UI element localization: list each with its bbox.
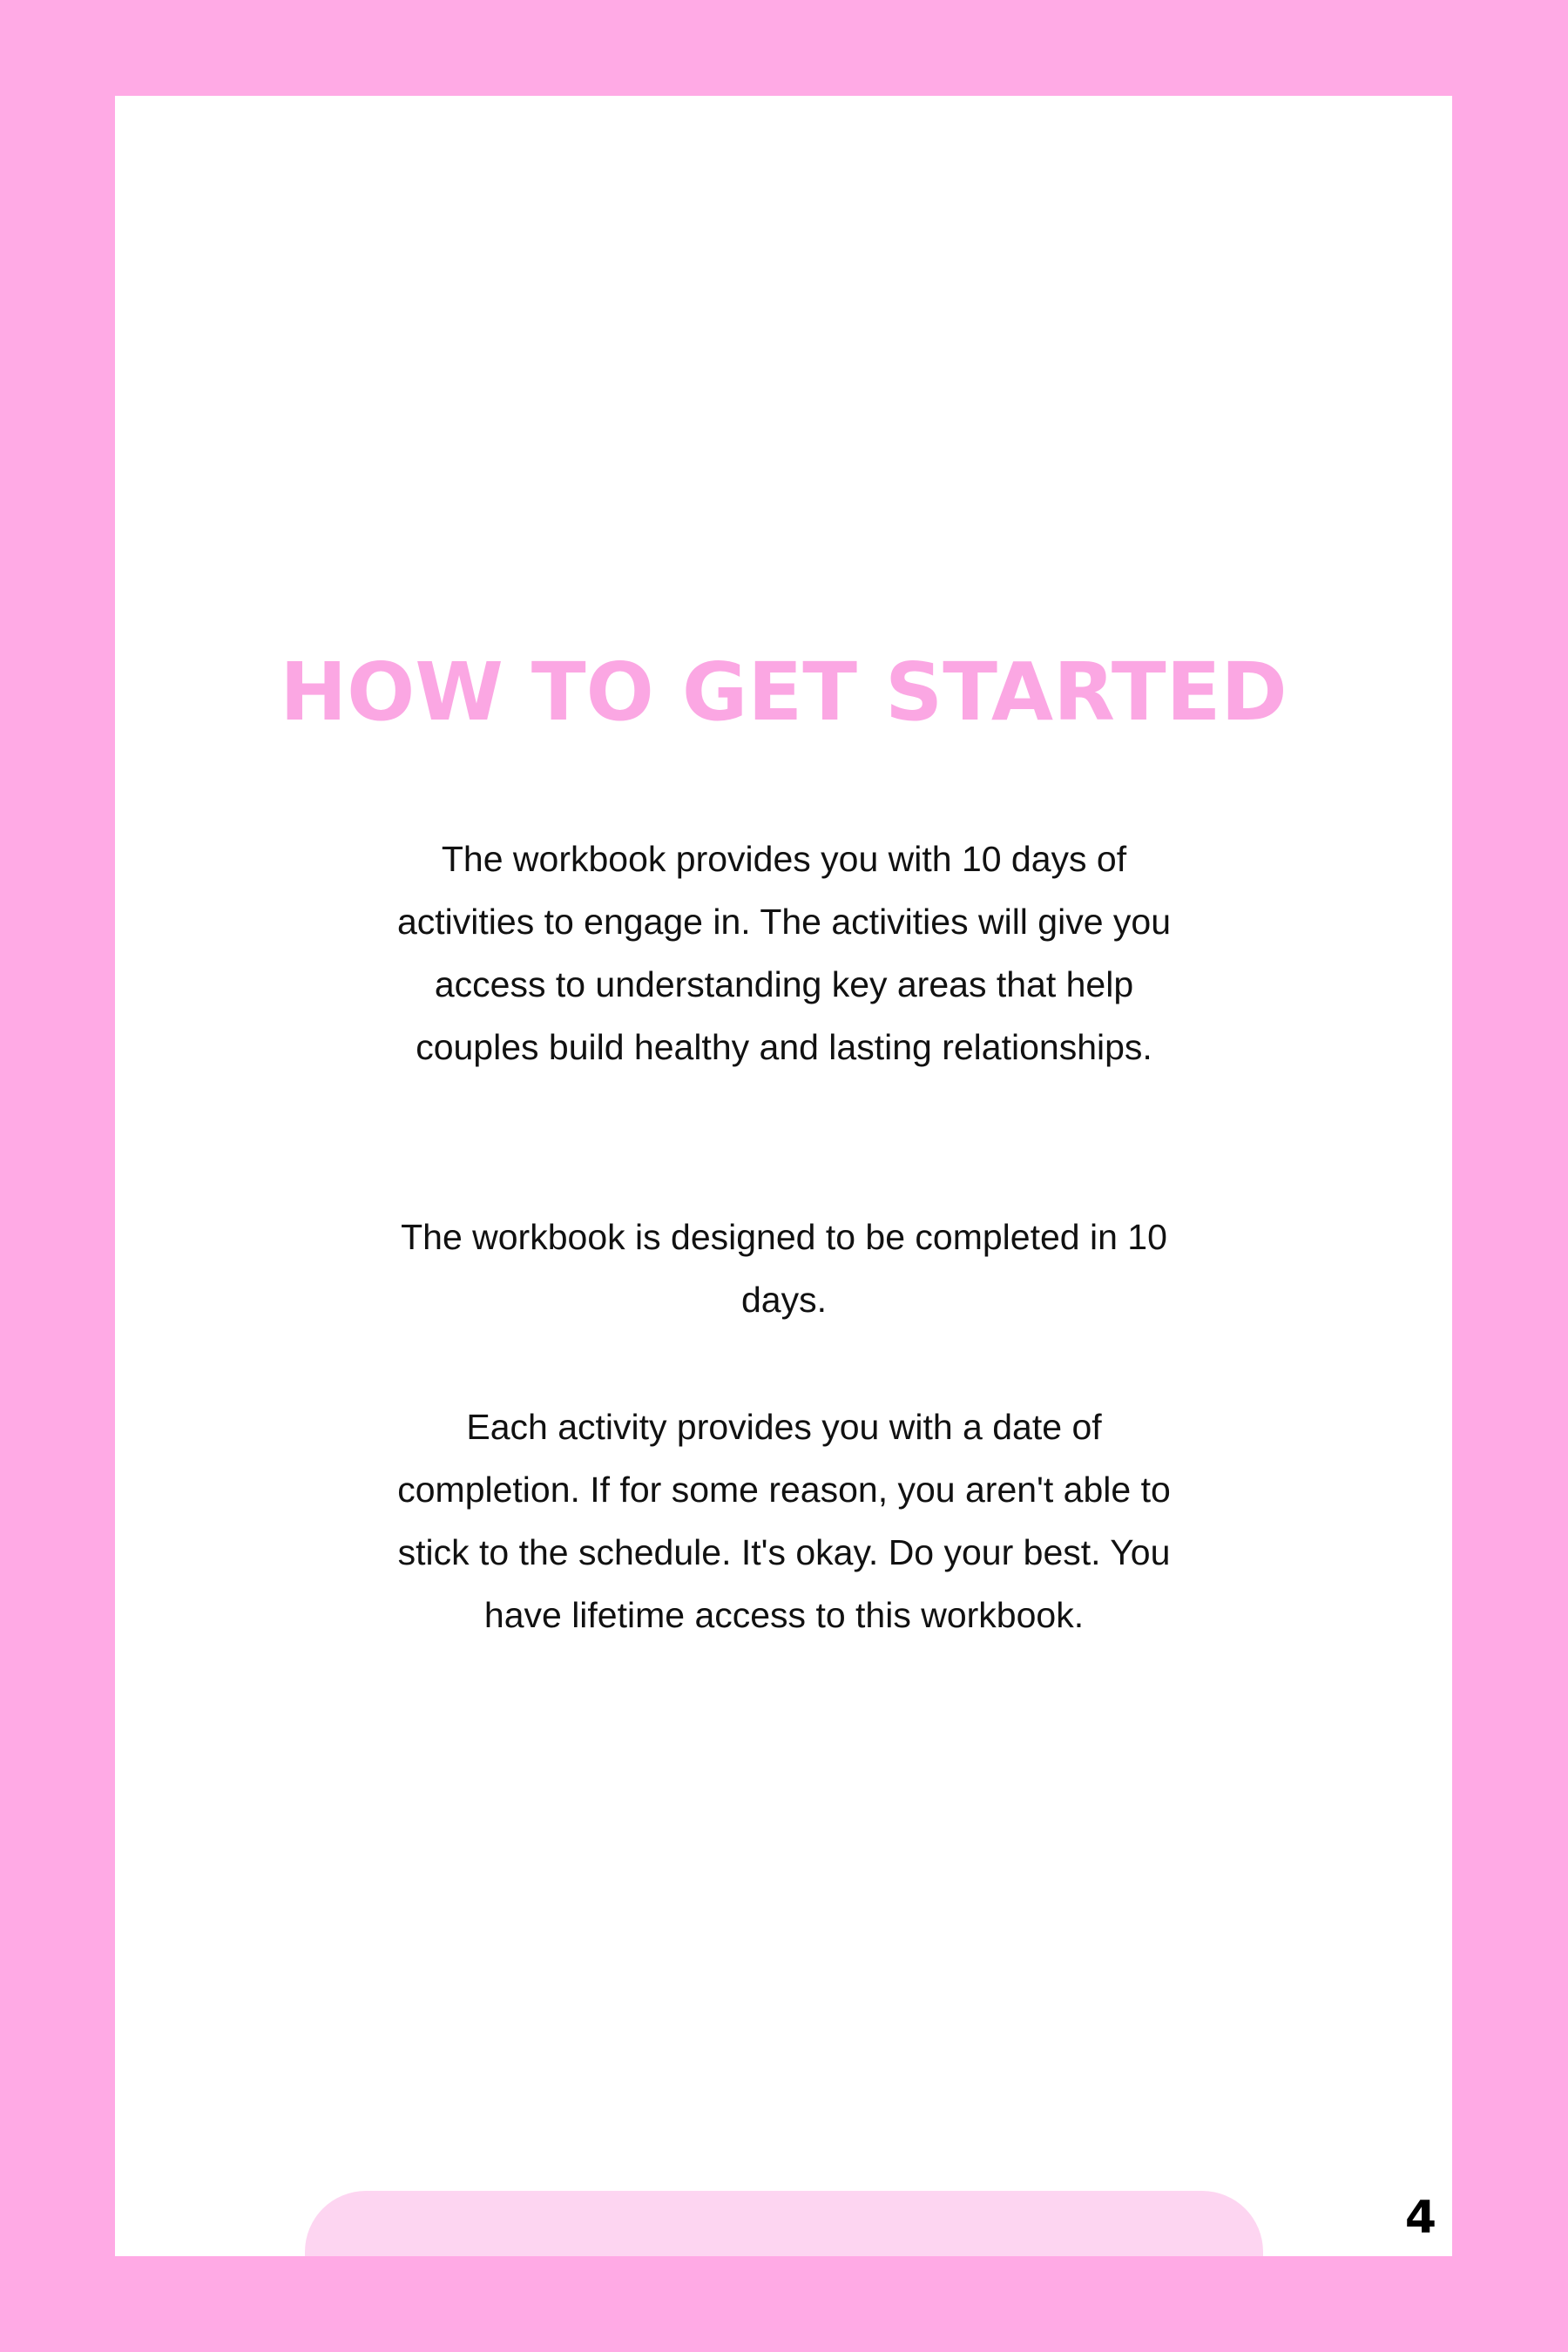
completion-paragraph: Each activity provides you with a date of completion. If for some reason, you aren't able to stick to the schedule. It's okay. Do your best. You have lifetime access to this workbook. xyxy=(397,1407,1171,1635)
page-title: HOW TO GET STARTED xyxy=(280,645,1288,739)
bottom-decorative-tab xyxy=(305,2191,1263,2256)
page-number: 4 xyxy=(1404,2192,1436,2244)
intro-paragraph: The workbook provides you with 10 days of activities to engage in. The activities will give you access to understanding key areas that help couples build healthy and lasting relationships. xyxy=(396,839,1172,1067)
schedule-paragraph: The workbook is designed to be completed in 10 days. xyxy=(401,1217,1167,1320)
workbook-page xyxy=(115,96,1452,2256)
